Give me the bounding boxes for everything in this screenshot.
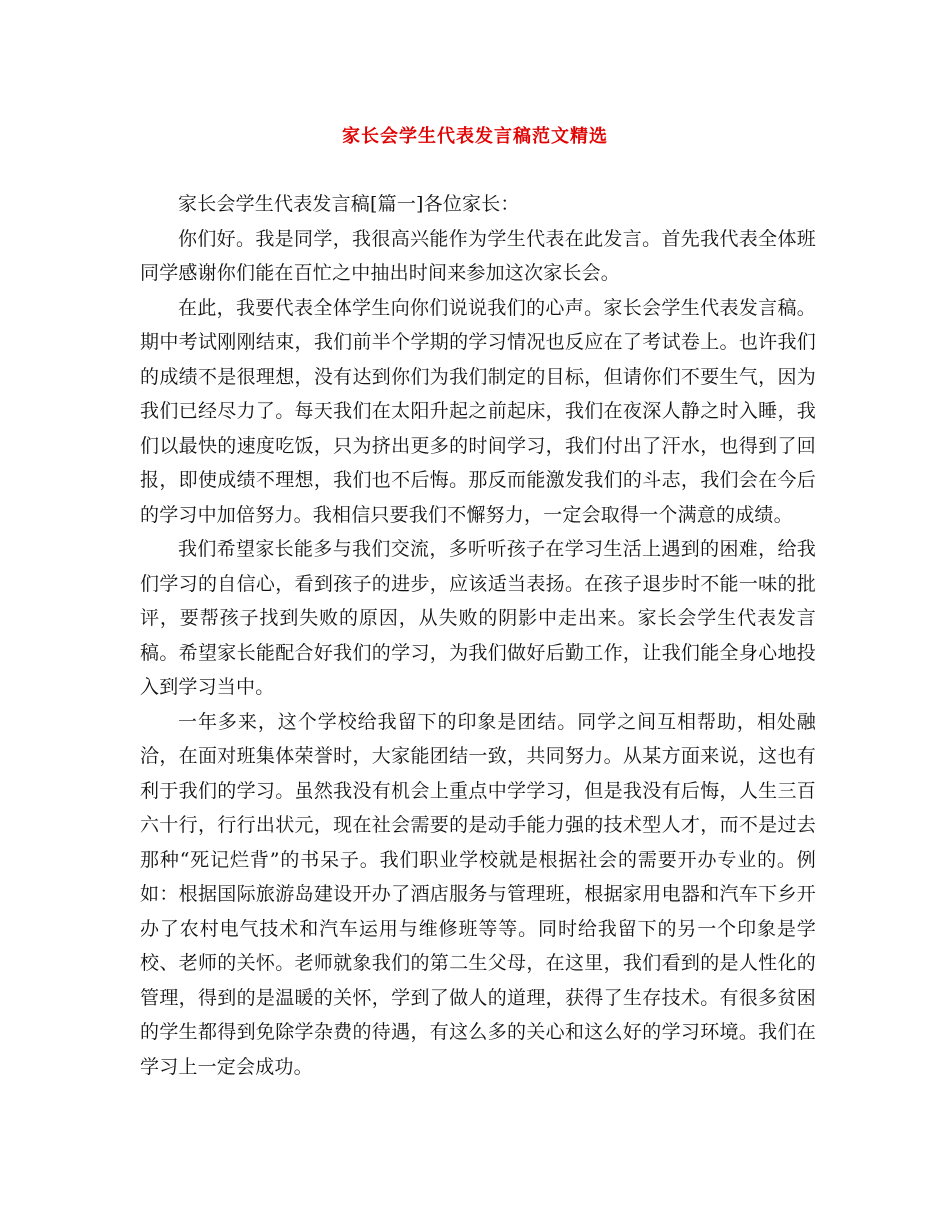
document-title: 家长会学生代表发言稿范文精选	[342, 126, 608, 147]
paragraph-greeting: 你们好。我是同学，我很高兴能作为学生代表在此发言。首先我代表全体班同学感谢你们能在百忙之中抽出时间来参加这次家长会。	[140, 227, 816, 284]
paragraph-salutation: 家长会学生代表发言稿[篇一]各位家长：	[178, 193, 520, 215]
document-body	[140, 187, 816, 1084]
paragraph-school-impression: 一年多来，这个学校给我留下的印象是团结。同学之间互相帮助，相处融洽，在面对班集体荣誉时，大家能团结一致，共同努力。从某方面来说，这也有利于我们的学习。虽然我没有机会上重点中学学习，但是我没有后悔，人生三百六十行，行行出状元，现在社会需要的是动手能力强的技术型人才，而不是过去那种“死记烂背”的书呆子。我们职业学校就是根据社会的需要开办专业的。例如：根据国际旅游岛建设开办了酒店服务与管理班，根据家用电器和汽车下乡开办了农村电气技术和汽车运用与维修班等等。同时给我留下的另一个印象是学校、老师的关怀。老师就象我们的第二生父母，在这里，我们看到的是人性化的管理，得到的是温暖的关怀，学到了做人的道理，获得了生存技术。有很多贫困的学生都得到免除学杂费的待遇，有这么多的关心和这么好的学习环境。我们在学习上一定会成功。	[140, 710, 816, 1078]
paragraph-parent-communication: 我们希望家长能多与我们交流，多听听孩子在学习生活上遇到的困难，给我们学习的自信心，看到孩子的进步，应该适当表扬。在孩子退步时不能一味的批评，要帮孩子找到失败的原因，从失败的阴影中走出来。家长会学生代表发言稿。希望家长能配合好我们的学习，为我们做好后勤工作，让我们能全身心地投入到学习当中。	[140, 538, 816, 698]
paragraph-exam-results: 在此，我要代表全体学生向你们说说我们的心声。家长会学生代表发言稿。期中考试刚刚结束，我们前半个学期的学习情况也反应在了考试卷上。也许我们的成绩不是很理想，没有达到你们为我们制定的目标，但请你们不要生气，因为我们已经尽力了。每天我们在太阳升起之前起床，我们在夜深人静之时入睡，我们以最快的速度吃饭，只为挤出更多的时间学习，我们付出了汗水，也得到了回报，即使成绩不理想，我们也不后悔。那反而能激发我们的斗志，我们会在今后的学习中加倍努力。我相信只要我们不懈努力，一定会取得一个满意的成绩。	[140, 296, 816, 526]
